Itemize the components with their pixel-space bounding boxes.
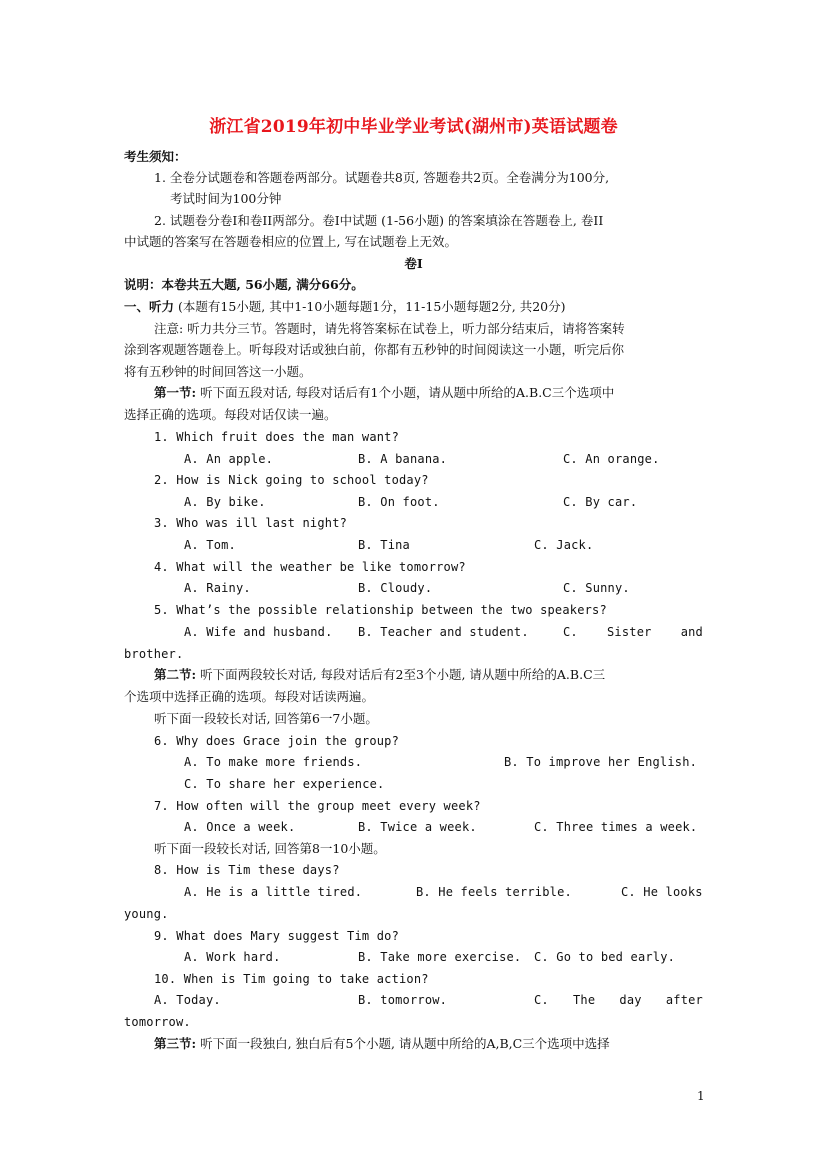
option-a: A. An apple. <box>184 452 274 466</box>
section-2-line-2: 个选项中选择正确的选项。每段对话读两遍。 <box>124 689 375 704</box>
question-stem: 10. When is Tim going to take action? <box>154 972 429 986</box>
section-1-line-2: 选择正确的选项。每段对话仅读一遍。 <box>124 407 337 422</box>
option-c: C. Sunny. <box>563 581 630 595</box>
option-b: B. Teacher and student. <box>358 625 529 639</box>
page-number: 1 <box>697 1089 705 1103</box>
option-b: B. Cloudy. <box>358 581 433 595</box>
page-title: 浙江省2019年初中毕业学业考试(湖州市)英语试题卷 <box>209 117 618 137</box>
option-b: B. Tina <box>358 538 410 552</box>
question-stem: 6. Why does Grace join the group? <box>154 734 400 748</box>
option-b: B. A banana. <box>358 452 448 466</box>
option-c-letter: C. <box>563 625 578 639</box>
notice-item-1-cont: 考试时间为100分钟 <box>170 191 282 206</box>
option-c-wrap: brother. <box>124 647 184 661</box>
listening-heading: 一、听力 <box>124 299 175 314</box>
attention-line-2: 涂到客观题答题卷上。听每段对话或独白前，你都有五秒钟的时间阅读这一小题，听完后你 <box>124 342 625 357</box>
question-stem: 8. How is Tim these days? <box>154 863 340 877</box>
section-1-label: 第一节: <box>154 385 197 400</box>
question-stem: 5. What’s the possible relationship between the two speakers? <box>154 603 607 617</box>
option-a: A. He is a little tired. <box>184 885 363 899</box>
notice-item-2: 2. 试题卷分卷I和卷II两部分。卷I中试题 (1-56小题) 的答案填涂在答题卷上, 卷II <box>154 213 604 228</box>
option-a: A. By bike. <box>184 495 266 509</box>
listening-heading-line <box>124 299 565 315</box>
question-stem: 3. Who was ill last night? <box>154 516 348 530</box>
option-a: A. Tom. <box>184 538 236 552</box>
option-a: A. Work hard. <box>184 950 281 964</box>
option-c: C. By car. <box>563 495 638 509</box>
option-c-word: after <box>665 993 703 1007</box>
option-c: C. To share her experience. <box>184 777 385 791</box>
section-2-line-1 <box>154 667 605 683</box>
paper-1-note: 说明：本卷共五大题, 56小题, 满分66分。 <box>124 277 364 292</box>
question-stem: 1. Which fruit does the man want? <box>154 430 400 444</box>
section-3-line-1 <box>154 1036 610 1052</box>
option-b: B. Twice a week. <box>358 820 477 834</box>
listening-heading-detail: (本题有15小题, 其中1-10小题每题1分，11-15小题每题2分, 共20分) <box>178 299 566 314</box>
option-c-word: Sister <box>607 625 652 639</box>
option-c <box>563 624 703 640</box>
option-c-wrap: young. <box>124 907 169 921</box>
option-c-word: The <box>573 993 596 1007</box>
option-b: B. To improve her English. <box>504 755 698 769</box>
option-a: A. Once a week. <box>184 820 296 834</box>
notice-heading: 考生须知： <box>124 149 187 164</box>
option-c: C. Jack. <box>534 538 594 552</box>
option-c: C. An orange. <box>563 452 660 466</box>
option-c: C. Three times a week. <box>534 820 698 834</box>
attention-line-3: 将有五秒钟的时间回答这一小题。 <box>124 364 312 379</box>
question-stem: 2. How is Nick going to school today? <box>154 473 429 487</box>
option-b: B. He feels terrible. <box>416 885 572 899</box>
option-b: B. tomorrow. <box>358 993 448 1007</box>
option-a: A. Today. <box>154 993 221 1007</box>
option-b: B. On foot. <box>358 495 440 509</box>
option-c-word: day <box>619 993 642 1007</box>
option-c: C. Go to bed early. <box>534 950 676 964</box>
option-a: A. To make more friends. <box>184 755 363 769</box>
question-stem: 4. What will the weather be like tomorrow? <box>154 560 466 574</box>
section-2-instructions: 听下面两段较长对话, 每段对话后有2至3个小题, 请从题中所给的A.B.C三 <box>200 667 606 682</box>
option-b: B. Take more exercise. <box>358 950 522 964</box>
option-c: C. He looks <box>621 885 703 899</box>
paper-1-heading: 卷I <box>404 256 423 271</box>
question-stem: 7. How often will the group meet every week? <box>154 799 481 813</box>
dialogue-intro-b: 听下面一段较长对话, 回答第8一10小题。 <box>154 841 386 856</box>
option-c-letter: C. <box>534 993 549 1007</box>
dialogue-intro-a: 听下面一段较长对话, 回答第6一7小题。 <box>154 711 378 726</box>
section-1-line-1 <box>154 385 614 401</box>
option-c-wrap: tomorrow. <box>124 1015 191 1029</box>
section-3-instructions: 听下面一段独白, 独白后有5个小题, 请从题中所给的A,B,C三个选项中选择 <box>200 1036 610 1051</box>
section-2-label: 第二节: <box>154 667 197 682</box>
section-3-label: 第三节: <box>154 1036 197 1051</box>
section-1-instructions: 听下面五段对话, 每段对话后有1个小题，请从题中所给的A.B.C三个选项中 <box>200 385 615 400</box>
option-a: A. Rainy. <box>184 581 251 595</box>
notice-item-1: 1. 全卷分试题卷和答题卷两部分。试题卷共8页, 答题卷共2页。全卷满分为100分, <box>154 170 610 185</box>
option-c <box>534 992 703 1008</box>
option-c-word: and <box>680 625 703 639</box>
option-a: A. Wife and husband. <box>184 625 333 639</box>
notice-item-2-cont: 中试题的答案写在答题卷相应的位置上, 写在试题卷上无效。 <box>124 234 457 249</box>
question-stem: 9. What does Mary suggest Tim do? <box>154 929 400 943</box>
attention-line-1: 注意: 听力共分三节。答题时，请先将答案标在试卷上，听力部分结束后，请将答案转 <box>154 321 625 336</box>
